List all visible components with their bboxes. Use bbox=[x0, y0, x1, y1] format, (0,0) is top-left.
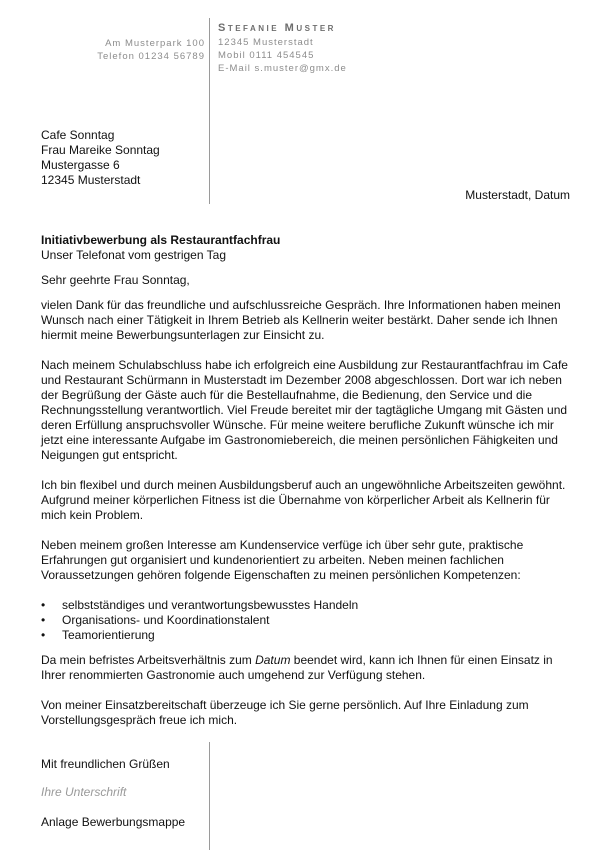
salutation: Sehr geehrte Frau Sonntag, bbox=[41, 273, 190, 287]
paragraph-text: Da mein befristes Arbeitsverhältnis zum bbox=[41, 653, 256, 667]
closing: Mit freundlichen Grüßen bbox=[41, 757, 170, 771]
letterhead-divider-bottom bbox=[209, 742, 210, 850]
skills-list bbox=[41, 598, 571, 643]
paragraph-text: beendet wird, kann ich Ihnen für einen Einsatz in Ihrer renommierten Gastronomie auch umgehend zur Verfügung stehen. bbox=[41, 653, 553, 682]
date-placeholder: Datum bbox=[255, 653, 291, 667]
paragraph: Neben meinem großen Interesse am Kundenservice verfüge ich über sehr gute, praktische Erfahrungen gut organisiert und kundenorientiert zu arbeiten. Neben meinen fachlichen Voraussetzungen gehören folgende Eigenschaften zu meinen persönlichen Kompetenzen: bbox=[41, 538, 524, 582]
list-item: • Organisations- und Koordinationstalent bbox=[62, 613, 571, 628]
recipient-line: Mustergasse 6 bbox=[41, 158, 120, 172]
reference-line: Unser Telefonat vom gestrigen Tag bbox=[41, 248, 226, 262]
subject-line: Initiativbewerbung als Restaurantfachfrau bbox=[41, 233, 281, 247]
letter-body bbox=[41, 233, 571, 728]
sender-city: 12345 Musterstadt bbox=[218, 37, 314, 48]
recipient-line: Frau Mareike Sonntag bbox=[41, 143, 160, 157]
place-date: Musterstadt, Datum bbox=[465, 188, 570, 202]
sender-contact-right bbox=[218, 22, 347, 75]
sender-name: Stefanie Muster bbox=[218, 22, 336, 34]
recipient-line: Cafe Sonntag bbox=[41, 128, 115, 142]
sender-phone: Telefon 01234 56789 bbox=[97, 51, 205, 62]
recipient-address bbox=[41, 128, 160, 188]
list-item: • Teamorientierung bbox=[62, 628, 571, 643]
paragraph bbox=[41, 653, 571, 683]
paragraph: Von meiner Einsatzbereitschaft überzeuge ich Sie gerne persönlich. Auf Ihre Einladung zum Vorstellungsgespräch freue ich mich. bbox=[41, 698, 529, 727]
sender-email: E-Mail s.muster@gmx.de bbox=[218, 63, 347, 74]
sender-mobile: Mobil 0111 454545 bbox=[218, 50, 315, 61]
sender-contact-left bbox=[97, 37, 205, 63]
list-item: • selbstständiges und verantwortungsbewusstes Handeln bbox=[62, 598, 571, 613]
letterhead-divider-top bbox=[209, 18, 210, 204]
paragraph: vielen Dank für das freundliche und aufschlussreiche Gespräch. Ihre Informationen haben meinen Wunsch nach einer Tätigkeit in Ihrem Betrieb als Kellnerin weiter bestärkt. Daher sende ich Ihnen hiermit meine Bewerbungsunterlagen zur Einsicht zu. bbox=[41, 298, 561, 342]
signature-placeholder: Ihre Unterschrift bbox=[41, 785, 127, 799]
recipient-line: 12345 Musterstadt bbox=[41, 173, 141, 187]
enclosure-note: Anlage Bewerbungsmappe bbox=[41, 815, 186, 829]
paragraph: Nach meinem Schulabschluss habe ich erfolgreich eine Ausbildung zur Restaurantfachfrau im Cafe und Restaurant Schürmann in Musterstadt im Dezember 2008 abgeschlossen. Dort war ich neben der Begrüßung der Gäste auch für die Bestellaufnahme, die Bedienung, den Service und die Rechnungsstellung verantwortlich. Viel Freude bereitet mir der tagtägliche Umgang mit Gästen und deren Erfüllung anspruchsvoller Wünsche. Für meine weitere berufliche Zukunft wünsche ich mir jetzt eine interessante Aufgabe im Gastronomiebereich, die meinen persönlichen Fähigkeiten und Neigungen gut entspricht. bbox=[41, 358, 568, 462]
paragraph: Ich bin flexibel und durch meinen Ausbildungsberuf auch an ungewöhnliche Arbeitszeiten gewöhnt. Aufgrund meiner körperlichen Fitness ist die Übernahme von körperlicher Arbeit als Kellnerin für mich kein Problem. bbox=[41, 478, 566, 522]
sender-street: Am Musterpark 100 bbox=[105, 38, 205, 49]
